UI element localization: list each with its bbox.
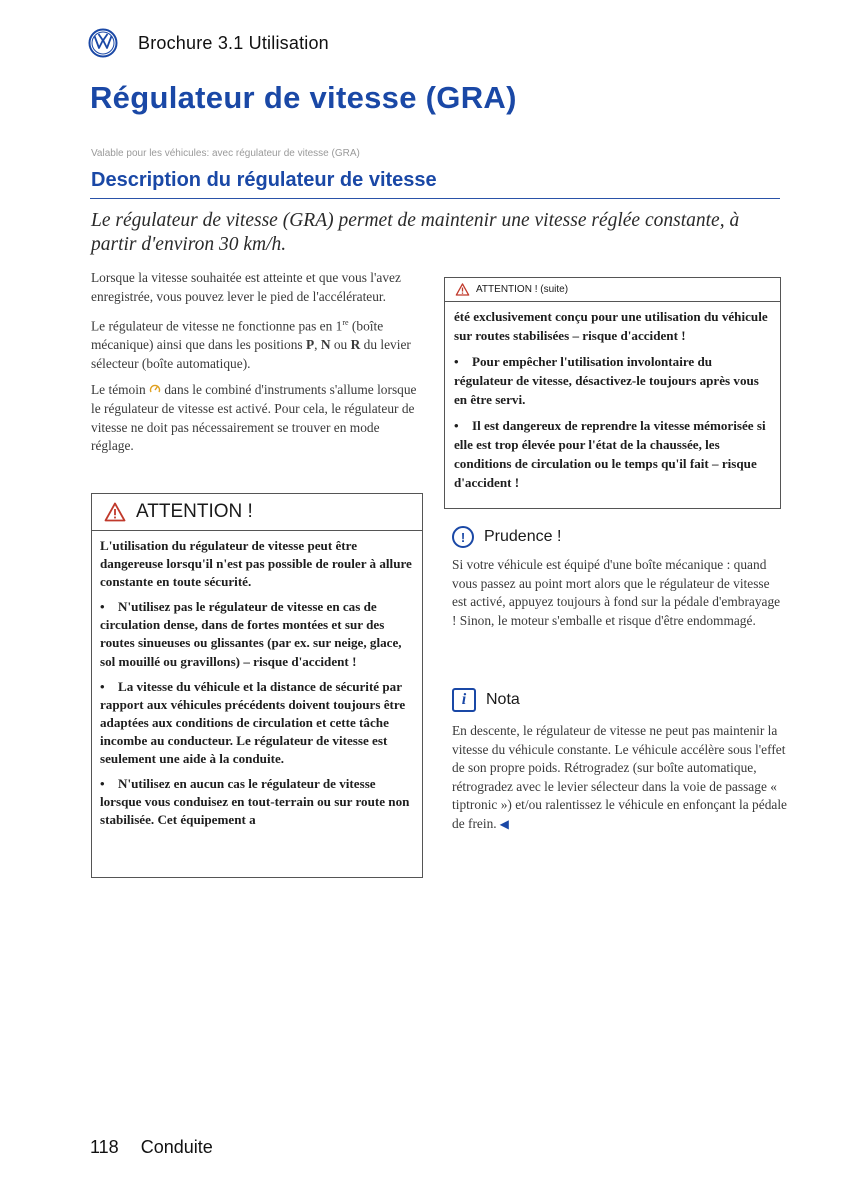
validity-note: Valable pour les véhicules: avec régulateur de vitesse (GRA) bbox=[91, 148, 360, 159]
warning-bullet bbox=[454, 416, 770, 492]
warning-bullet bbox=[100, 678, 414, 768]
text-span: (boîte mécanique) ainsi que dans les positions bbox=[91, 318, 384, 353]
warning-intro: été exclusivement conçu pour une utilisation du véhicule sur routes stabilisées – risque d'accident ! bbox=[454, 309, 768, 343]
text-span: Le témoin bbox=[91, 382, 150, 398]
bullet-marker: • bbox=[454, 418, 459, 433]
text-span: ou bbox=[330, 337, 351, 353]
warning-box bbox=[91, 493, 423, 878]
vw-logo-icon bbox=[88, 28, 118, 58]
prudence-heading: Prudence ! bbox=[484, 528, 562, 545]
warning-body bbox=[92, 531, 422, 835]
bullet-text: N'utilisez pas le régulateur de vitesse en cas de circulation dense, dans de fortes montées et sur des routes sinueuses ou glissantes (par ex. sur neige, glace, sol mouillé ou gravillons) – risque d'accident ! bbox=[100, 599, 402, 669]
bullet-text: La vitesse du véhicule et la distance de sécurité par rapport aux véhicules précédents doivent toujours être adaptées aux conditions de circulation et cette tâche incombe au conducteur. Le régulateur de vitesse est seulement une aide à la conduite. bbox=[100, 678, 406, 767]
text-span: du levier sélecteur (boîte automatique). bbox=[91, 337, 411, 371]
gear-p: P bbox=[305, 337, 315, 353]
warning-bullet bbox=[100, 598, 414, 670]
warning-intro: L'utilisation du régulateur de vitesse peut être dangereuse lorsqu'il n'est pas possible de rouler à allure constante en toute sécurité. bbox=[100, 538, 412, 590]
warning-triangle-icon bbox=[455, 283, 470, 296]
paragraph bbox=[91, 381, 421, 455]
bullet-text: Il est dangereux de reprendre la vitesse mémorisée si elle est trop élevée pour l'état de la chaussée, les conditions de circulation ou le temps qu'il fait – risque d'accident ! bbox=[454, 418, 766, 490]
gear-n: N bbox=[320, 337, 331, 353]
page-header bbox=[88, 27, 329, 59]
warning-header bbox=[445, 278, 780, 302]
paragraph: Si votre véhicule est équipé d'une boîte mécanique : quand vous passez au point mort alors que le régulateur de vitesse est activé, appuyez toujours à fond sur la pédale d'embrayage ! Sinon, le moteur s'emballe et risque d'être endommagé. bbox=[452, 557, 781, 628]
prudence-heading-row bbox=[452, 526, 561, 548]
end-of-section-icon: ◀ bbox=[499, 816, 509, 831]
warning-bullet bbox=[100, 775, 414, 829]
section-title: Description du régulateur de vitesse bbox=[91, 169, 437, 191]
page-title: Régulateur de vitesse (GRA) bbox=[90, 80, 517, 115]
left-column-text bbox=[91, 269, 421, 464]
bullet-marker: • bbox=[454, 354, 459, 369]
warning-heading: ATTENTION ! bbox=[136, 501, 253, 522]
text-span: Le régulateur de vitesse ne fonctionne pas en 1 bbox=[91, 318, 343, 334]
nota-heading-row bbox=[452, 688, 520, 712]
warning-bullet bbox=[454, 352, 770, 409]
gear-r: R bbox=[350, 337, 361, 353]
bullet-marker: • bbox=[100, 599, 105, 615]
info-icon: i bbox=[452, 688, 476, 712]
paragraph bbox=[452, 722, 787, 834]
text-span: dans le combiné d'instruments s'allume lorsque le régulateur de vitesse est activé. Pour cela, le régulateur de vitesse ne doit pas nécessairement se trouver en mode réglage. bbox=[91, 382, 417, 454]
prudence-text bbox=[452, 556, 787, 638]
warning-triangle-icon bbox=[104, 502, 126, 522]
bullet-marker: • bbox=[100, 678, 105, 694]
page-number: 118 bbox=[90, 1137, 119, 1157]
superscript: re bbox=[342, 318, 349, 328]
warning-heading: ATTENTION ! (suite) bbox=[476, 284, 569, 295]
intro-paragraph: Le régulateur de vitesse (GRA) permet de maintenir une vitesse réglée constante, à partir d'environ 30 km/h. bbox=[91, 210, 740, 255]
bullet-marker: • bbox=[100, 776, 105, 792]
nota-heading: Nota bbox=[486, 691, 520, 708]
warning-body bbox=[445, 302, 780, 496]
cruise-control-telltale-icon bbox=[149, 383, 161, 395]
caution-circle-icon: ! bbox=[452, 526, 474, 548]
text-span: En descente, le régulateur de vitesse ne peut pas maintenir la vitesse du véhicule constante. Le véhicule accélère sous l'effet de son propre poids. Rétrogradez (sur boîte automatique, rétrogradez avec le levier sélecteur dans la voie de passage « tiptronic ») et/ou ralentissez le véhicule en enfonçant la pédale de frein. bbox=[452, 723, 787, 831]
text-span: , bbox=[314, 337, 321, 353]
breadcrumb: Brochure 3.1 Utilisation bbox=[138, 32, 329, 53]
warning-box-continued bbox=[444, 277, 781, 509]
section-divider bbox=[90, 198, 780, 199]
chapter-name: Conduite bbox=[140, 1137, 213, 1157]
page-footer bbox=[90, 1137, 213, 1158]
nota-text bbox=[452, 722, 787, 842]
paragraph bbox=[91, 314, 421, 373]
paragraph: Lorsque la vitesse souhaitée est atteinte et que vous l'avez enregistrée, vous pouvez lever le pied de l'accélérateur. bbox=[91, 270, 401, 304]
bullet-text: Pour empêcher l'utilisation involontaire du régulateur de vitesse, désactivez-le toujours après vous en être servi. bbox=[454, 354, 759, 407]
warning-header bbox=[92, 494, 422, 531]
bullet-text: N'utilisez en aucun cas le régulateur de vitesse lorsque vous conduisez en tout-terrain ou sur route non stabilisée. Cet équipement a bbox=[100, 776, 410, 828]
